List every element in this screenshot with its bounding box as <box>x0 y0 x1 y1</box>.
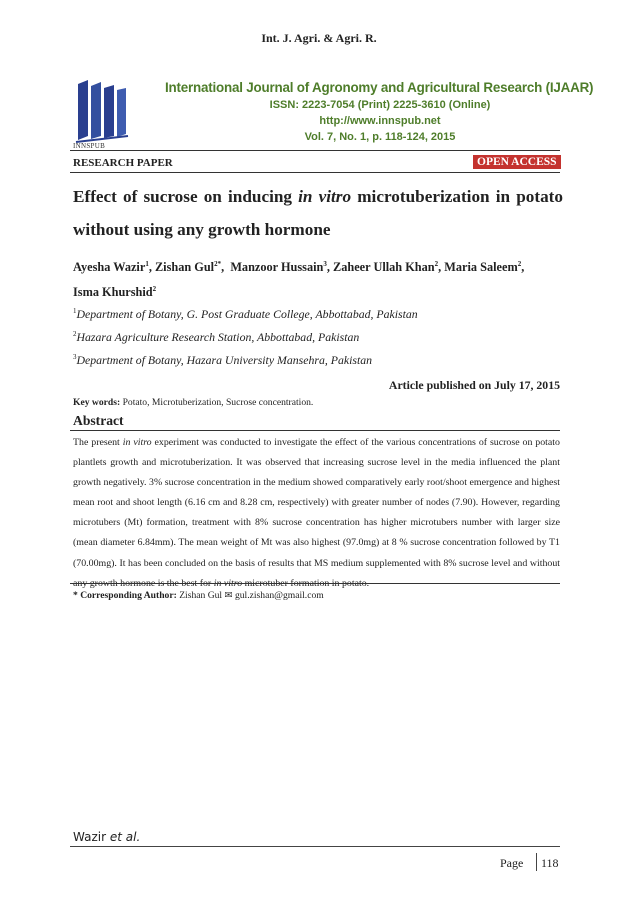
journal-volume: Vol. 7, No. 1, p. 118-124, 2015 <box>304 131 456 143</box>
journal-title: International Journal of Agronomy and Agricultural Research (IJAAR) <box>165 80 594 95</box>
publication-date: Article published on July 17, 2015 <box>388 378 560 392</box>
abstract-end-rule <box>70 583 560 584</box>
author: Zishan Gul <box>154 260 215 275</box>
author: Zaheer Ullah Khan <box>333 260 435 275</box>
abstract-rule <box>70 430 560 431</box>
paper-title: Effect of sucrose on inducing in vitro microtuberization in potato without using any growth hormone <box>73 187 563 239</box>
abstract-heading: Abstract <box>73 413 124 428</box>
author: Ayesha Wazir <box>73 260 146 275</box>
paper-type: RESEARCH PAPER <box>73 157 173 169</box>
innspub-logo <box>74 76 130 146</box>
author: Maria Saleem <box>444 260 518 275</box>
author-list: Ayesha Wazir$^1$, Zishan Gul$^{2*}$, Manzoor Hussain$^3$, Zaheer Ullah Khan$^2$, Maria Saleem$^2$, Isma Khurshid$^2$ <box>73 260 525 300</box>
author-email[interactable]: gul.zishan@gmail.com <box>234 590 324 601</box>
abstract-body: The present in vitro experiment was conducted to investigate the effect of the various concentrations of sucrose on potato plantlets growth and microtuberization. It was observed that increasing sucrose level in the media influenced the plant growth negatively. 3% sucrose concentration in the medium showed comparatively early root/shoot emergence and highest mean root and shoot length (6.16 cm and 8.28 cm, respectively) with greater number of nodes (7.90). However, regarding microtubers (Mt) formation, treatment with 8% sucrose concentration has higher microtubers number with larger size (mean diameter 6.84mm). The mean weight of Mt was also highest (97.0mg) at 8 % sucrose concentration followed by T1 (70.00mg). It has been concluded on the basis of results that MS medium supplemented with 8% sucrose level and without any growth hormone is the best for in vitro microtuber formation in potato. <box>73 437 560 589</box>
journal-url[interactable]: http://www.innspub.net <box>319 115 441 127</box>
header-rule-bottom <box>70 172 560 173</box>
journal-issn: ISSN: 2223-7054 (Print) 2225-3610 (Online) <box>269 99 491 111</box>
logo-label: INNSPUB <box>73 142 106 150</box>
affiliation: $^2$Hazara Agriculture Research Station, Abbottabad, Pakistan <box>73 330 360 344</box>
corresponding-author: * Corresponding Author: Zishan Gul ✉ gul.zishan@gmail.com <box>73 590 324 601</box>
affiliation: $^1$Department of Botany, G. Post Graduate College, Abbottabad, Pakistan <box>73 307 418 321</box>
affiliation: $^3$Department of Botany, Hazara University Mansehra, Pakistan <box>73 353 373 367</box>
open-access-badge: OPEN ACCESS <box>473 155 561 169</box>
envelope-icon: ✉ <box>224 590 233 601</box>
keywords: Key words: Potato, Microtuberization, Sucrose concentration. <box>73 397 314 408</box>
footer-author: Wazir et al. <box>73 830 141 844</box>
author: Isma Khurshid <box>73 285 153 300</box>
running-head: Int. J. Agri. & Agri. R. <box>261 31 377 45</box>
page-label: Page <box>500 856 524 870</box>
footer-rule <box>70 846 560 847</box>
author: Manzoor Hussain <box>230 260 324 275</box>
header-rule-top <box>70 150 560 151</box>
page-number: 118 <box>541 856 559 870</box>
